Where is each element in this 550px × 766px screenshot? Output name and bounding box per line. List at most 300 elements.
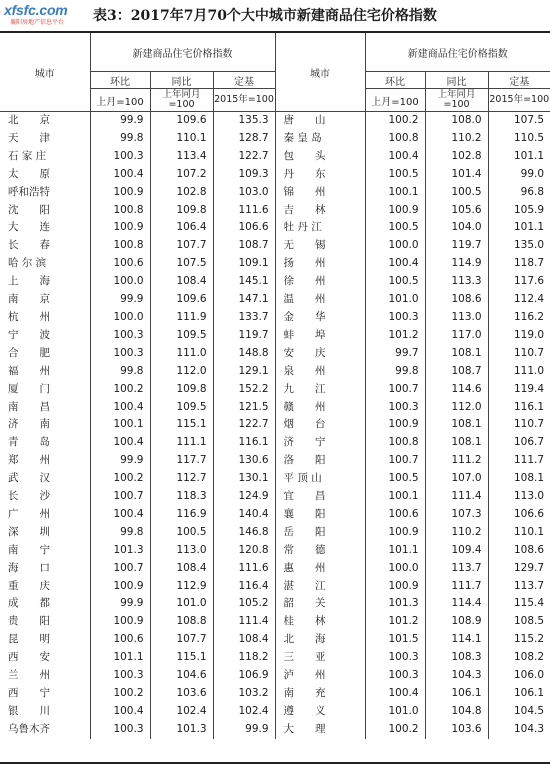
yoy-value-right: 114.9: [425, 255, 488, 273]
base-value-right: 104.5: [488, 703, 550, 721]
yoy-value-right: 117.0: [425, 327, 488, 345]
mom-value-left: 99.9: [90, 595, 150, 613]
city-name-right: 赣 州: [275, 399, 365, 417]
base-value-left: 103.0: [213, 184, 275, 202]
yoy-value-left: 107.7: [150, 631, 213, 649]
table-row: [0, 613, 550, 631]
mom-value-right: 101.5: [365, 631, 425, 649]
yoy-value-left: 107.5: [150, 255, 213, 273]
city-name-right: 平 顶 山: [275, 470, 365, 488]
city-name-left: 长 春: [8, 239, 50, 252]
city-name-right: 温 州: [275, 291, 365, 309]
yoy-value-left: 101.3: [150, 721, 213, 739]
mom-value-left: 100.4: [90, 506, 150, 524]
mom-value-left: 100.4: [90, 399, 150, 417]
mom-value-right: 101.1: [365, 542, 425, 560]
mom-value-right: 100.7: [365, 452, 425, 470]
yoy-value-left: 113.0: [150, 542, 213, 560]
city-name-right: 遵 义: [275, 703, 365, 721]
base-value-right: 101.1: [488, 219, 550, 237]
yoy-value-left: 111.0: [150, 345, 213, 363]
price-index-table: [0, 33, 550, 739]
mom-value-left: 101.1: [90, 649, 150, 667]
site-logo: [4, 2, 86, 26]
city-name-right: 泉 州: [275, 363, 365, 381]
mom-value-right: 100.5: [365, 470, 425, 488]
index-header-right: 新建商品住宅价格指数: [365, 33, 550, 72]
base-value-left: 109.1: [213, 255, 275, 273]
table-row: [0, 237, 550, 255]
yoy-value-left: 115.1: [150, 416, 213, 434]
mom-value-left: 100.9: [90, 219, 150, 237]
yoy-value-left: 116.9: [150, 506, 213, 524]
city-name-left: 青 岛: [8, 436, 50, 449]
yoy-value-right: 114.6: [425, 381, 488, 399]
city-name-right: 丹 东: [275, 166, 365, 184]
yoy-value-left: 107.7: [150, 237, 213, 255]
mom-value-left: 100.8: [90, 237, 150, 255]
city-name-left: 武 汉: [8, 472, 50, 485]
base-value-right: 110.7: [488, 345, 550, 363]
yoy-value-left: 102.8: [150, 184, 213, 202]
table-row: [0, 470, 550, 488]
mom-value-right: 100.1: [365, 488, 425, 506]
city-name-right: 秦 皇 岛: [275, 130, 365, 148]
mom-value-right: 100.8: [365, 130, 425, 148]
yoy-value-right: 107.3: [425, 506, 488, 524]
city-name-right: 九 江: [275, 381, 365, 399]
city-name-left: 西 宁: [8, 687, 50, 699]
base-value-left: 140.4: [213, 506, 275, 524]
table-row: [0, 685, 550, 703]
mom-value-right: 100.5: [365, 219, 425, 237]
city-header-left: 城市: [0, 33, 90, 112]
mom-value-left: 100.3: [90, 721, 150, 739]
yoy-value-right: 103.6: [425, 721, 488, 739]
city-name-right: 金 华: [275, 309, 365, 327]
city-name-left: 石 家 庄: [8, 149, 47, 162]
yoy-value-left: 112.7: [150, 470, 213, 488]
city-name-left: 上 海: [8, 275, 50, 288]
mom-value-right: 101.2: [365, 613, 425, 631]
base-value-left: 111.6: [213, 202, 275, 220]
table-row: [0, 148, 550, 166]
city-name-right: 桂 林: [275, 613, 365, 631]
yoy-value-left: 113.4: [150, 148, 213, 166]
yoy-base-left: 上年同月=100: [150, 89, 213, 112]
mom-value-right: 101.0: [365, 703, 425, 721]
table-row: [0, 631, 550, 649]
yoy-value-left: 101.0: [150, 595, 213, 613]
mom-value-right: 100.8: [365, 434, 425, 452]
yoy-value-right: 114.4: [425, 595, 488, 613]
city-name-left: 哈 尔 滨: [8, 257, 47, 270]
yoy-value-right: 111.7: [425, 578, 488, 596]
city-name-left: 沈 阳: [8, 203, 50, 216]
city-name-right: 无 锡: [275, 237, 365, 255]
bottom-rule: [0, 762, 550, 764]
yoy-value-right: 106.1: [425, 685, 488, 703]
city-name-right: 韶 关: [275, 595, 365, 613]
yoy-value-right: 113.7: [425, 560, 488, 578]
base-value-right: 108.1: [488, 470, 550, 488]
yoy-value-right: 108.1: [425, 345, 488, 363]
mom-value-left: 100.4: [90, 166, 150, 184]
city-name-left: 郑 州: [8, 454, 50, 467]
city-name-right: 牡 丹 江: [275, 219, 365, 237]
base-value-left: 120.8: [213, 542, 275, 560]
yoy-value-right: 112.0: [425, 399, 488, 417]
mom-value-right: 101.0: [365, 291, 425, 309]
base-value-left: 135.3: [213, 112, 275, 130]
city-name-left: 南 宁: [8, 543, 50, 556]
table-row: [0, 273, 550, 291]
yoy-value-left: 106.4: [150, 219, 213, 237]
mom-value-left: 100.4: [90, 434, 150, 452]
base-value-left: 106.6: [213, 219, 275, 237]
base-value-right: 117.6: [488, 273, 550, 291]
base-value-right: 110.7: [488, 416, 550, 434]
mom-value-left: 99.8: [90, 524, 150, 542]
mom-value-left: 99.9: [90, 291, 150, 309]
table-row: [0, 255, 550, 273]
mom-value-left: 100.9: [90, 578, 150, 596]
index-header-left: 新建商品住宅价格指数: [90, 33, 275, 72]
yoy-value-right: 101.4: [425, 166, 488, 184]
yoy-value-left: 109.8: [150, 381, 213, 399]
mom-value-left: 100.2: [90, 685, 150, 703]
city-name-left: 成 都: [8, 597, 50, 610]
base-value-left: 130.6: [213, 452, 275, 470]
yoy-value-left: 103.6: [150, 685, 213, 703]
table-row: [0, 416, 550, 434]
mom-value-right: 101.3: [365, 595, 425, 613]
base-value-left: 130.1: [213, 470, 275, 488]
base-value-left: 146.8: [213, 524, 275, 542]
city-name-left: 福 州: [8, 364, 50, 377]
table-row: [0, 166, 550, 184]
yoy-value-right: 104.3: [425, 667, 488, 685]
city-name-left: 南 昌: [8, 400, 50, 413]
base-value-left: 145.1: [213, 273, 275, 291]
table-row: [0, 452, 550, 470]
base-value-right: 115.2: [488, 631, 550, 649]
mom-value-left: 100.3: [90, 345, 150, 363]
base-value-right: 118.7: [488, 255, 550, 273]
base-value-left: 133.7: [213, 309, 275, 327]
yoy-value-right: 119.7: [425, 237, 488, 255]
yoy-value-right: 108.1: [425, 416, 488, 434]
table-row: [0, 345, 550, 363]
yoy-value-left: 102.4: [150, 703, 213, 721]
yoy-value-left: 109.6: [150, 112, 213, 130]
yoy-value-left: 110.1: [150, 130, 213, 148]
base-value-right: 111.7: [488, 452, 550, 470]
base-value-left: 111.4: [213, 613, 275, 631]
mom-value-right: 100.5: [365, 273, 425, 291]
yoy-value-right: 113.3: [425, 273, 488, 291]
city-name-right: 扬 州: [275, 255, 365, 273]
base-value-right: 96.8: [488, 184, 550, 202]
base-value-right: 115.4: [488, 595, 550, 613]
yoy-header-left: 同比: [150, 72, 213, 89]
mom-value-right: 100.6: [365, 506, 425, 524]
city-name-right: 宜 昌: [275, 488, 365, 506]
city-name-right: 南 充: [275, 685, 365, 703]
table-row: [0, 381, 550, 399]
yoy-value-left: 118.3: [150, 488, 213, 506]
mom-value-right: 100.2: [365, 112, 425, 130]
city-name-left: 合 肥: [8, 346, 50, 359]
city-name-left: 深 圳: [8, 525, 50, 538]
base-value-left: 99.9: [213, 721, 275, 739]
city-name-right: 泸 州: [275, 667, 365, 685]
table-row: [0, 524, 550, 542]
mom-value-right: 100.3: [365, 667, 425, 685]
mom-value-left: 100.0: [90, 309, 150, 327]
city-name-right: 岳 阳: [275, 524, 365, 542]
mom-value-right: 100.5: [365, 166, 425, 184]
yoy-value-left: 109.8: [150, 202, 213, 220]
base-value-right: 106.0: [488, 667, 550, 685]
yoy-header-right: 同比: [425, 72, 488, 89]
city-name-left: 长 沙: [8, 490, 50, 503]
table-row: [0, 560, 550, 578]
base-value-right: 112.4: [488, 291, 550, 309]
city-name-left: 西 安: [8, 651, 50, 664]
mom-value-left: 100.9: [90, 613, 150, 631]
title-bar: [0, 0, 550, 30]
base-value-right: 110.5: [488, 130, 550, 148]
table-row: [0, 363, 550, 381]
mom-value-right: 100.0: [365, 560, 425, 578]
mom-value-left: 100.8: [90, 202, 150, 220]
city-name-right: 安 庆: [275, 345, 365, 363]
yoy-value-left: 108.8: [150, 613, 213, 631]
base-value-left: 152.2: [213, 381, 275, 399]
mom-value-right: 100.1: [365, 184, 425, 202]
base-value-right: 113.0: [488, 488, 550, 506]
base-value-left: 106.9: [213, 667, 275, 685]
base-value-right: 106.7: [488, 434, 550, 452]
base-value-right: 113.7: [488, 578, 550, 596]
yoy-value-left: 109.6: [150, 291, 213, 309]
table-row: [0, 399, 550, 417]
table-row: [0, 219, 550, 237]
city-name-right: 惠 州: [275, 560, 365, 578]
city-name-right: 唐 山: [275, 112, 365, 130]
mom-base-left: 上月=100: [90, 89, 150, 112]
mom-value-right: 100.0: [365, 237, 425, 255]
city-name-left: 厦 门: [8, 382, 50, 395]
mom-value-left: 100.3: [90, 148, 150, 166]
table-row: [0, 184, 550, 202]
base-value-right: 108.5: [488, 613, 550, 631]
city-header-right: 城市: [275, 33, 365, 112]
yoy-value-left: 100.5: [150, 524, 213, 542]
city-name-left: 贵 阳: [8, 615, 50, 628]
mom-value-left: 100.4: [90, 703, 150, 721]
yoy-value-right: 108.9: [425, 613, 488, 631]
mom-value-right: 100.3: [365, 649, 425, 667]
yoy-value-right: 110.2: [425, 524, 488, 542]
city-name-left: 广 州: [8, 507, 50, 520]
mom-value-right: 101.2: [365, 327, 425, 345]
city-name-left: 太 原: [8, 167, 50, 180]
mom-value-left: 100.0: [90, 273, 150, 291]
mom-value-right: 100.4: [365, 685, 425, 703]
base-value-left: 147.1: [213, 291, 275, 309]
yoy-value-right: 108.1: [425, 434, 488, 452]
yoy-value-right: 111.4: [425, 488, 488, 506]
yoy-value-left: 108.4: [150, 560, 213, 578]
base-value-left: 116.1: [213, 434, 275, 452]
mom-value-left: 100.2: [90, 381, 150, 399]
yoy-value-right: 113.0: [425, 309, 488, 327]
yoy-value-right: 108.6: [425, 291, 488, 309]
yoy-value-left: 117.7: [150, 452, 213, 470]
mom-value-left: 100.7: [90, 488, 150, 506]
table-row: [0, 112, 550, 130]
base-value-right: 108.2: [488, 649, 550, 667]
base-value-right: 101.1: [488, 148, 550, 166]
city-name-left: 济 南: [8, 418, 50, 431]
table-row: [0, 434, 550, 452]
city-name-left: 银 川: [8, 704, 50, 717]
logo-subtitle: 襄阳房地产信息平台: [10, 19, 65, 26]
base-value-left: 119.7: [213, 327, 275, 345]
base-value-left: 108.7: [213, 237, 275, 255]
mom-value-left: 99.8: [90, 363, 150, 381]
city-name-left: 北 京: [8, 114, 50, 126]
base-value-right: 135.0: [488, 237, 550, 255]
mom-header-left: 环比: [90, 72, 150, 89]
city-name-right: 烟 台: [275, 416, 365, 434]
yoy-base-right: 上年同月=100: [425, 89, 488, 112]
base-value-right: 119.4: [488, 381, 550, 399]
mom-value-right: 100.3: [365, 309, 425, 327]
city-name-left: 乌鲁木齐: [8, 722, 50, 735]
mom-value-left: 100.6: [90, 631, 150, 649]
mom-value-right: 100.3: [365, 399, 425, 417]
base-value-right: 104.3: [488, 721, 550, 739]
table-row: [0, 721, 550, 739]
fixed-base-left: 2015年=100: [213, 89, 275, 112]
city-name-right: 济 宁: [275, 434, 365, 452]
yoy-value-right: 110.2: [425, 130, 488, 148]
mom-value-right: 100.9: [365, 202, 425, 220]
mom-value-left: 101.3: [90, 542, 150, 560]
mom-value-right: 100.9: [365, 524, 425, 542]
yoy-value-left: 112.9: [150, 578, 213, 596]
mom-value-right: 99.7: [365, 345, 425, 363]
mom-value-left: 99.9: [90, 452, 150, 470]
city-name-left: 兰 州: [8, 669, 50, 682]
base-value-right: 116.2: [488, 309, 550, 327]
table-row: [0, 291, 550, 309]
yoy-value-right: 109.4: [425, 542, 488, 560]
table-row: [0, 506, 550, 524]
city-name-right: 包 头: [275, 148, 365, 166]
table-row: [0, 578, 550, 596]
table-row: [0, 542, 550, 560]
base-value-left: 128.7: [213, 130, 275, 148]
mom-value-right: 100.9: [365, 578, 425, 596]
city-name-left: 海 口: [8, 561, 50, 574]
base-value-right: 108.6: [488, 542, 550, 560]
base-value-right: 111.0: [488, 363, 550, 381]
city-name-right: 洛 阳: [275, 452, 365, 470]
mom-value-right: 99.8: [365, 363, 425, 381]
base-value-left: 108.4: [213, 631, 275, 649]
mom-value-left: 100.2: [90, 470, 150, 488]
mom-header-right: 环比: [365, 72, 425, 89]
yoy-value-left: 112.0: [150, 363, 213, 381]
yoy-value-right: 108.7: [425, 363, 488, 381]
mom-value-right: 100.7: [365, 381, 425, 399]
yoy-value-left: 115.1: [150, 649, 213, 667]
yoy-value-right: 114.1: [425, 631, 488, 649]
yoy-value-left: 109.5: [150, 327, 213, 345]
base-header-right: 定基: [488, 72, 550, 89]
mom-value-left: 99.9: [90, 112, 150, 130]
base-value-right: 110.1: [488, 524, 550, 542]
base-value-left: 111.6: [213, 560, 275, 578]
base-value-right: 129.7: [488, 560, 550, 578]
city-name-left: 大 连: [8, 221, 50, 234]
mom-value-left: 99.8: [90, 130, 150, 148]
base-value-right: 107.5: [488, 112, 550, 130]
city-name-right: 大 理: [275, 721, 365, 739]
base-value-right: 99.0: [488, 166, 550, 184]
table-row: [0, 649, 550, 667]
city-name-left: 宁 波: [8, 328, 50, 341]
mom-value-left: 100.9: [90, 184, 150, 202]
base-value-right: 116.1: [488, 399, 550, 417]
mom-value-left: 100.1: [90, 416, 150, 434]
base-value-right: 119.0: [488, 327, 550, 345]
table-row: [0, 703, 550, 721]
yoy-value-right: 107.0: [425, 470, 488, 488]
city-name-right: 湛 江: [275, 578, 365, 596]
base-value-left: 105.2: [213, 595, 275, 613]
yoy-value-right: 108.0: [425, 112, 488, 130]
yoy-value-right: 104.8: [425, 703, 488, 721]
table-row: [0, 309, 550, 327]
city-name-left: 昆 明: [8, 633, 50, 646]
base-value-right: 105.9: [488, 202, 550, 220]
mom-base-right: 上月=100: [365, 89, 425, 112]
mom-value-left: 100.7: [90, 560, 150, 578]
city-name-right: 襄 阳: [275, 506, 365, 524]
table-body: [0, 112, 550, 739]
city-name-right: 三 亚: [275, 649, 365, 667]
city-name-right: 锦 州: [275, 184, 365, 202]
table-row: [0, 327, 550, 345]
yoy-value-right: 105.6: [425, 202, 488, 220]
base-value-right: 106.6: [488, 506, 550, 524]
city-name-right: 蚌 埠: [275, 327, 365, 345]
yoy-value-left: 108.4: [150, 273, 213, 291]
table-row: [0, 130, 550, 148]
table-title: 表3：2017年7月70个大中城市新建商品住宅价格指数: [93, 8, 437, 24]
base-value-left: 116.4: [213, 578, 275, 596]
yoy-value-right: 102.8: [425, 148, 488, 166]
mom-value-left: 100.3: [90, 667, 150, 685]
table-row: [0, 202, 550, 220]
city-name-left: 天 津: [8, 131, 50, 144]
yoy-value-left: 111.1: [150, 434, 213, 452]
